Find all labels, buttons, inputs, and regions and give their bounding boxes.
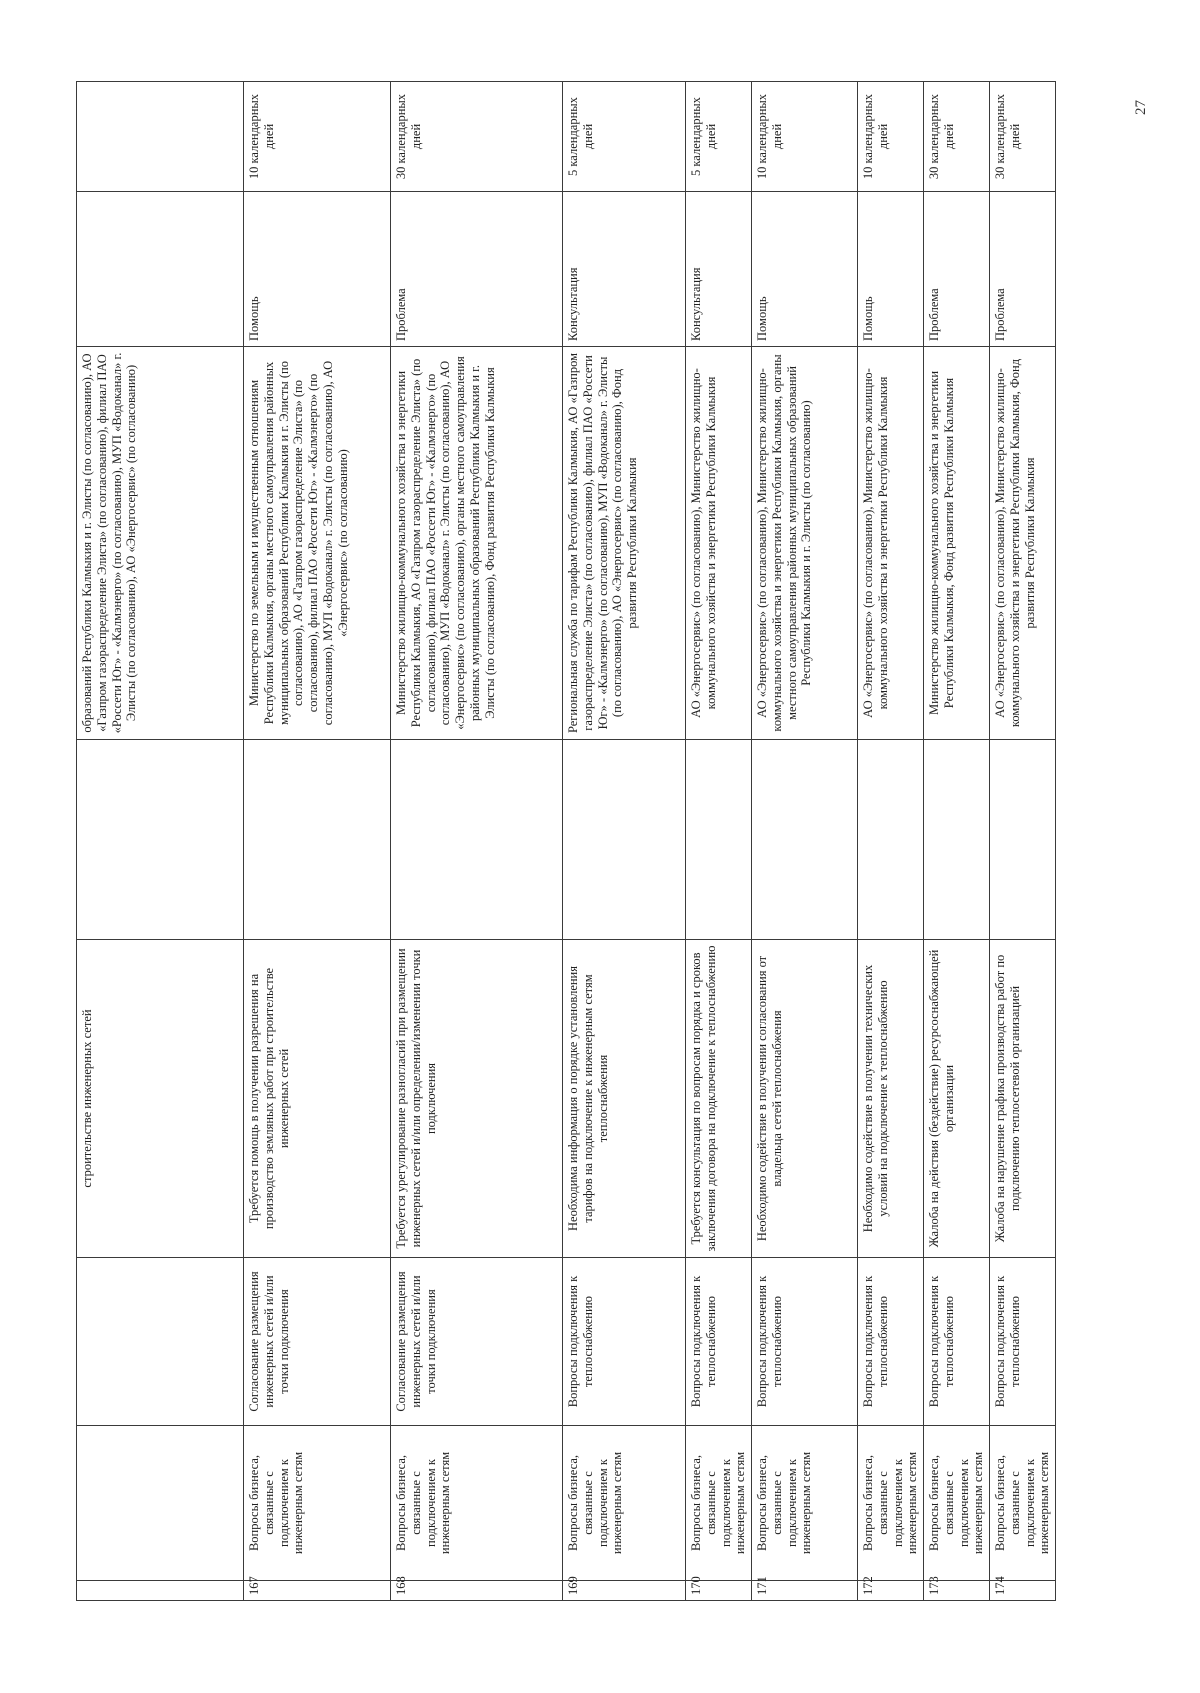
cell-executors: Региональная служба по тарифам Республики Калмыкия, АО «Газпром газораспределение Элиста» (по согласованию), филиал ПАО «Россети Юг» - «Калмэнерго» (по согласованию), МУП «Водоканал» г. Элисты (по согласованию), АО «Энергосервис» (по согласованию), Фонд развития Республики Калмыкия <box>563 347 686 740</box>
cell-empty <box>858 740 924 940</box>
cell-description: Требуется консультация по вопросам порядка и сроков заключения договора на подключение к теплоснабжению <box>686 940 752 1258</box>
cell-type: Вопросы подключения к теплоснабжению <box>924 1258 990 1426</box>
cell-description: Жалоба на действия (бездействие) ресурсоснабжающей организации <box>924 940 990 1258</box>
cell-kind: Проблема <box>391 192 563 347</box>
cell-type: Согласование размещения инженерных сетей и/или точки подключения <box>391 1258 563 1426</box>
cell-term: 5 календарных дней <box>563 82 686 192</box>
cell-type: Вопросы подключения к теплоснабжению <box>858 1258 924 1426</box>
cell-term: 30 календарных дней <box>924 82 990 192</box>
cell-kind: Проблема <box>990 192 1056 347</box>
cell-description: Требуется помощь в получении разрешения на производство земляных работ при строительстве инженерных сетей <box>244 940 391 1258</box>
cell-kind <box>77 192 244 347</box>
cell-empty <box>752 740 858 940</box>
cell-description: Необходима информация о порядке установления тарифов на подключение к инженерным сетям теплоснабжения <box>563 940 686 1258</box>
cell-kind: Помощь <box>244 192 391 347</box>
cell-category: Вопросы бизнеса, связанные с подключением к инженерным сетям <box>391 1426 563 1581</box>
cell-executors: Министерство жилищно-коммунального хозяйства и энергетики Республики Калмыкия, Фонд развития Республики Калмыкия <box>924 347 990 740</box>
cell-executors: АО «Энергосервис» (по согласованию), Министерство жилищно-коммунального хозяйства и энергетики Республики Калмыкия <box>858 347 924 740</box>
cell-term: 30 календарных дней <box>990 82 1056 192</box>
cell-term: 10 календарных дней <box>752 82 858 192</box>
cell-category: Вопросы бизнеса, связанные с подключением к инженерным сетям <box>990 1426 1056 1581</box>
cell-category: Вопросы бизнеса, связанные с подключением к инженерным сетям <box>563 1426 686 1581</box>
cell-executors: АО «Энергосервис» (по согласованию), Министерство жилищно-коммунального хозяйства и энергетики Республики Калмыкия, Фонд развития Республики Калмыкия <box>990 347 1056 740</box>
cell-empty <box>391 740 563 940</box>
table-row <box>686 82 752 1601</box>
cell-description: Необходимо содействие в получении технических условий на подключение к теплоснабжению <box>858 940 924 1258</box>
cell-category: Вопросы бизнеса, связанные с подключением к инженерным сетям <box>858 1426 924 1581</box>
cell-type: Вопросы подключения к теплоснабжению <box>686 1258 752 1426</box>
cell-category <box>77 1426 244 1581</box>
cell-empty <box>924 740 990 940</box>
table-row <box>990 82 1056 1601</box>
cell-empty <box>990 740 1056 940</box>
cell-type: Вопросы подключения к теплоснабжению <box>990 1258 1056 1426</box>
cell-executors: Министерство жилищно-коммунального хозяйства и энергетики Республики Калмыкия, АО «Газпром газораспределение Элиста» (по согласованию), филиал ПАО «Россети Юг» - «Калмэнерго» (по согласованию), МУП «Водоканал» г. Элисты (по согласованию), АО «Энергосервис» (по согласованию), органы местного самоуправления районных муниципальных образований Республики Калмыкия и г. Элисты (по согласованию), Фонд развития Республики Калмыкия <box>391 347 563 740</box>
page-number: 27 <box>1133 100 1149 115</box>
cell-empty <box>77 740 244 940</box>
cell-executors: АО «Энергосервис» (по согласованию), Министерство жилищно-коммунального хозяйства и энергетики Республики Калмыкия <box>686 347 752 740</box>
table-row <box>244 82 391 1601</box>
cell-executors: АО «Энергосервис» (по согласованию), Министерство жилищно-коммунального хозяйства и энергетики Республики Калмыкия, органы местного самоуправления районных муниципальных образований Республики Калмыкия и г. Элисты (по согласованию) <box>752 347 858 740</box>
cell-kind: Консультация <box>563 192 686 347</box>
cell-number: 167 <box>244 1581 391 1601</box>
cell-type: Согласование размещения инженерных сетей и/или точки подключения <box>244 1258 391 1426</box>
cell-category: Вопросы бизнеса, связанные с подключением к инженерным сетям <box>924 1426 990 1581</box>
cell-number <box>77 1581 244 1601</box>
cell-description: Необходимо содействие в получении согласования от владельца сетей теплоснабжения <box>752 940 858 1258</box>
cell-category: Вопросы бизнеса, связанные с подключением к инженерным сетям <box>244 1426 391 1581</box>
cell-term <box>77 82 244 192</box>
cell-term: 10 календарных дней <box>858 82 924 192</box>
cell-number: 168 <box>391 1581 563 1601</box>
cell-description: Требуется урегулирование разногласий при размещении инженерных сетей и/или определении/изменении точки подключения <box>391 940 563 1258</box>
requests-table <box>76 81 1056 1601</box>
cell-description: строительстве инженерных сетей <box>77 940 244 1258</box>
table-row <box>924 82 990 1601</box>
cell-number: 169 <box>563 1581 686 1601</box>
cell-description: Жалоба на нарушение графика производства работ по подключению теплосетевой организацией <box>990 940 1056 1258</box>
cell-type: Вопросы подключения к теплоснабжению <box>563 1258 686 1426</box>
cell-kind: Проблема <box>924 192 990 347</box>
cell-empty <box>244 740 391 940</box>
table-row <box>563 82 686 1601</box>
cell-type: Вопросы подключения к теплоснабжению <box>752 1258 858 1426</box>
cell-number: 171 <box>752 1581 858 1601</box>
cell-number: 172 <box>858 1581 924 1601</box>
cell-term: 10 календарных дней <box>244 82 391 192</box>
cell-type <box>77 1258 244 1426</box>
cell-kind: Консультация <box>686 192 752 347</box>
table-row-continuation <box>77 82 244 1601</box>
table-row <box>391 82 563 1601</box>
cell-kind: Помощь <box>752 192 858 347</box>
table-row <box>752 82 858 1601</box>
cell-executors: Министерство по земельным и имущественным отношениям Республики Калмыкия, органы местного самоуправления районных муниципальных образований Республики Калмыкия и г. Элисты (по согласованию), АО «Газпром газораспределение Элиста» (по согласованию), филиал ПАО «Россети Юг» - «Калмэнерго» (по согласованию), МУП «Водоканал» г. Элисты (по согласованию), АО «Энергосервис» (по согласованию) <box>244 347 391 740</box>
cell-number: 173 <box>924 1581 990 1601</box>
table-row <box>858 82 924 1601</box>
cell-empty <box>563 740 686 940</box>
cell-term: 5 календарных дней <box>686 82 752 192</box>
cell-number: 174 <box>990 1581 1056 1601</box>
cell-executors: образований Республики Калмыкия и г. Элисты (по согласованию), АО «Газпром газораспределение Элиста» (по согласованию), филиал ПАО «Россети Юг» - «Калмэнерго» (по согласованию), МУП «Водоканал» г. Элисты (по согласованию), АО «Энергосервис» (по согласованию) <box>77 347 244 740</box>
cell-category: Вопросы бизнеса, связанные с подключением к инженерным сетям <box>752 1426 858 1581</box>
cell-empty <box>686 740 752 940</box>
cell-category: Вопросы бизнеса, связанные с подключением к инженерным сетям <box>686 1426 752 1581</box>
cell-term: 30 календарных дней <box>391 82 563 192</box>
cell-number: 170 <box>686 1581 752 1601</box>
cell-kind: Помощь <box>858 192 924 347</box>
